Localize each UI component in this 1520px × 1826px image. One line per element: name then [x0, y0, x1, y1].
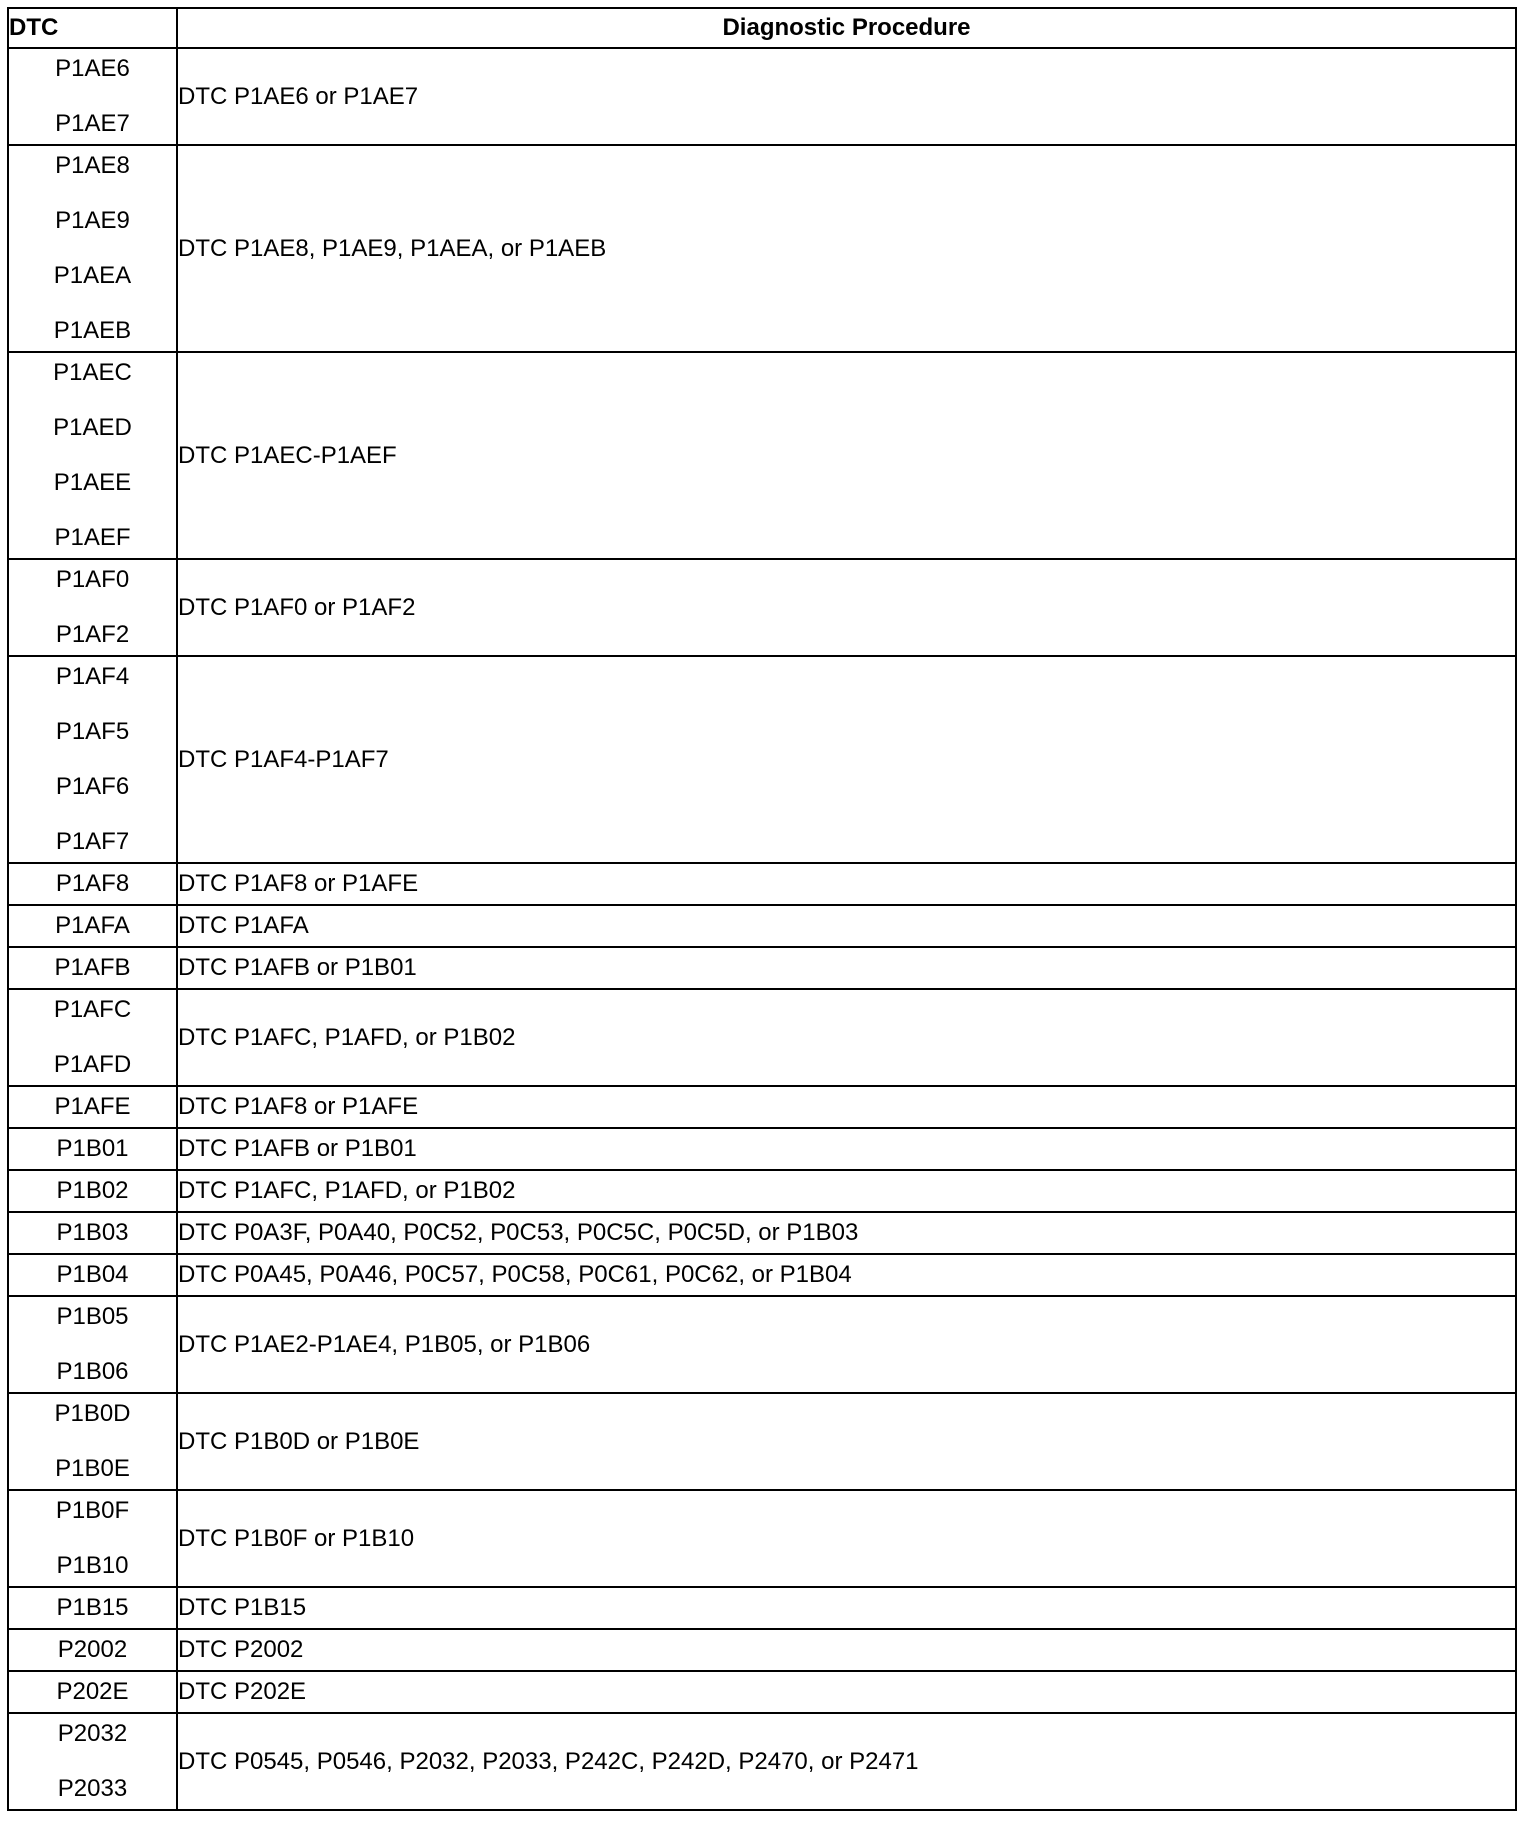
table-row [8, 1254, 1516, 1296]
dtc-code-cell [8, 989, 177, 1086]
dtc-code: P1AFA [55, 912, 130, 939]
table-row [8, 1296, 1516, 1393]
dtc-code: P1AF6 [55, 773, 130, 800]
dtc-code-cell [8, 1629, 177, 1671]
table-row [8, 1212, 1516, 1254]
diagnostic-procedure-link[interactable]: DTC P0545, P0546, P2032, P2033, P242C, P242D, P2470, or P2471 [177, 1713, 1516, 1810]
dtc-code: P1B10 [56, 1552, 129, 1579]
diagnostic-procedure-link[interactable]: DTC P0A3F, P0A40, P0C52, P0C53, P0C5C, P0C5D, or P1B03 [177, 1212, 1516, 1254]
diagnostic-procedure-link[interactable]: DTC P1AE2-P1AE4, P1B05, or P1B06 [177, 1296, 1516, 1393]
dtc-code: P1AF4 [55, 663, 130, 690]
diagnostic-procedure-link[interactable]: DTC P1AF8 or P1AFE [177, 863, 1516, 905]
table-row [8, 1671, 1516, 1713]
dtc-code-cell [8, 1170, 177, 1212]
table-row [8, 947, 1516, 989]
dtc-code-cell [8, 947, 177, 989]
dtc-column-header: DTC [8, 8, 177, 48]
diagnostic-procedure-link[interactable]: DTC P1AEC-P1AEF [177, 352, 1516, 559]
dtc-code-cell [8, 1254, 177, 1296]
dtc-code-cell [8, 1086, 177, 1128]
dtc-code: P1AF5 [55, 718, 130, 745]
table-row [8, 559, 1516, 656]
dtc-code: P1AE7 [55, 110, 130, 137]
dtc-code: P1AED [53, 414, 132, 441]
dtc-code-cell [8, 656, 177, 863]
diagnostic-procedure-link[interactable]: DTC P1B0D or P1B0E [177, 1393, 1516, 1490]
diagnostic-procedure-link[interactable]: DTC P0A45, P0A46, P0C57, P0C58, P0C61, P0C62, or P1B04 [177, 1254, 1516, 1296]
procedure-column-header: Diagnostic Procedure [177, 8, 1516, 48]
dtc-code-cell [8, 48, 177, 145]
table-row [8, 1128, 1516, 1170]
table-row [8, 1170, 1516, 1212]
diagnostic-procedure-link[interactable]: DTC P202E [177, 1671, 1516, 1713]
dtc-code-cell [8, 1713, 177, 1810]
dtc-code: P1B0D [54, 1400, 131, 1427]
dtc-code: P1B03 [56, 1219, 129, 1246]
dtc-code: P1AFC [53, 996, 132, 1023]
dtc-code-cell [8, 145, 177, 352]
dtc-code: P1B01 [56, 1135, 129, 1162]
diagnostic-procedure-link[interactable]: DTC P1AF0 or P1AF2 [177, 559, 1516, 656]
diagnostic-procedure-link[interactable]: DTC P1AFA [177, 905, 1516, 947]
dtc-code: P2033 [57, 1775, 128, 1802]
dtc-code-cell [8, 559, 177, 656]
diagnostic-procedure-link[interactable]: DTC P1AFB or P1B01 [177, 1128, 1516, 1170]
dtc-code: P1B0E [55, 1455, 130, 1482]
dtc-code: P1AF2 [55, 621, 130, 648]
dtc-code-cell [8, 1490, 177, 1587]
dtc-code-cell [8, 1671, 177, 1713]
dtc-code: P1AEA [53, 262, 132, 289]
dtc-code: P2032 [57, 1720, 128, 1747]
dtc-code: P2002 [57, 1636, 128, 1663]
table-row [8, 905, 1516, 947]
dtc-code-cell [8, 863, 177, 905]
diagnostic-procedure-link[interactable]: DTC P1AFB or P1B01 [177, 947, 1516, 989]
dtc-code: P1AE6 [55, 55, 130, 82]
dtc-code: P1AEC [53, 359, 132, 386]
dtc-code: P1AEF [54, 524, 131, 551]
table-row [8, 863, 1516, 905]
dtc-code-cell [8, 1296, 177, 1393]
dtc-code: P1B05 [56, 1303, 129, 1330]
header-row [8, 8, 1516, 48]
dtc-code: P1B0F [55, 1497, 130, 1524]
dtc-code-cell [8, 1212, 177, 1254]
table-row [8, 656, 1516, 863]
diagnostic-procedure-link[interactable]: DTC P1AFC, P1AFD, or P1B02 [177, 989, 1516, 1086]
table-row [8, 989, 1516, 1086]
dtc-code: P1AFD [53, 1051, 132, 1078]
dtc-code: P1AEB [53, 317, 132, 344]
diagnostic-procedure-link[interactable]: DTC P1AE6 or P1AE7 [177, 48, 1516, 145]
diagnostic-procedure-link[interactable]: DTC P2002 [177, 1629, 1516, 1671]
table-row [8, 1086, 1516, 1128]
table-row [8, 1393, 1516, 1490]
table-row [8, 1490, 1516, 1587]
dtc-code: P1AF8 [55, 870, 130, 897]
dtc-code: P1B15 [56, 1594, 129, 1621]
dtc-code-cell [8, 352, 177, 559]
diagnostic-procedure-link[interactable]: DTC P1AE8, P1AE9, P1AEA, or P1AEB [177, 145, 1516, 352]
table-row [8, 1713, 1516, 1810]
dtc-code: P202E [56, 1678, 129, 1705]
diagnostic-procedure-link[interactable]: DTC P1AFC, P1AFD, or P1B02 [177, 1170, 1516, 1212]
dtc-code-cell [8, 1393, 177, 1490]
table-row [8, 1629, 1516, 1671]
diagnostic-procedure-link[interactable]: DTC P1B15 [177, 1587, 1516, 1629]
table-row [8, 145, 1516, 352]
dtc-table [7, 7, 1517, 1811]
dtc-code: P1AE9 [55, 207, 130, 234]
diagnostic-procedure-link[interactable]: DTC P1AF4-P1AF7 [177, 656, 1516, 863]
diagnostic-procedure-link[interactable]: DTC P1AF8 or P1AFE [177, 1086, 1516, 1128]
table-row [8, 48, 1516, 145]
dtc-document [7, 7, 1515, 1811]
table-row [8, 1587, 1516, 1629]
dtc-code: P1AF0 [55, 566, 130, 593]
dtc-code-cell [8, 905, 177, 947]
dtc-code: P1B06 [56, 1358, 129, 1385]
dtc-code: P1B04 [56, 1261, 129, 1288]
dtc-code: P1AE8 [55, 152, 130, 179]
diagnostic-procedure-link[interactable]: DTC P1B0F or P1B10 [177, 1490, 1516, 1587]
table-body [8, 48, 1516, 1810]
table-row [8, 352, 1516, 559]
dtc-code: P1AFE [54, 1093, 131, 1120]
dtc-code-cell [8, 1587, 177, 1629]
dtc-code: P1AFB [54, 954, 131, 981]
dtc-code: P1B02 [56, 1177, 129, 1204]
dtc-code-cell [8, 1128, 177, 1170]
dtc-code: P1AF7 [55, 828, 130, 855]
dtc-code: P1AEE [53, 469, 132, 496]
